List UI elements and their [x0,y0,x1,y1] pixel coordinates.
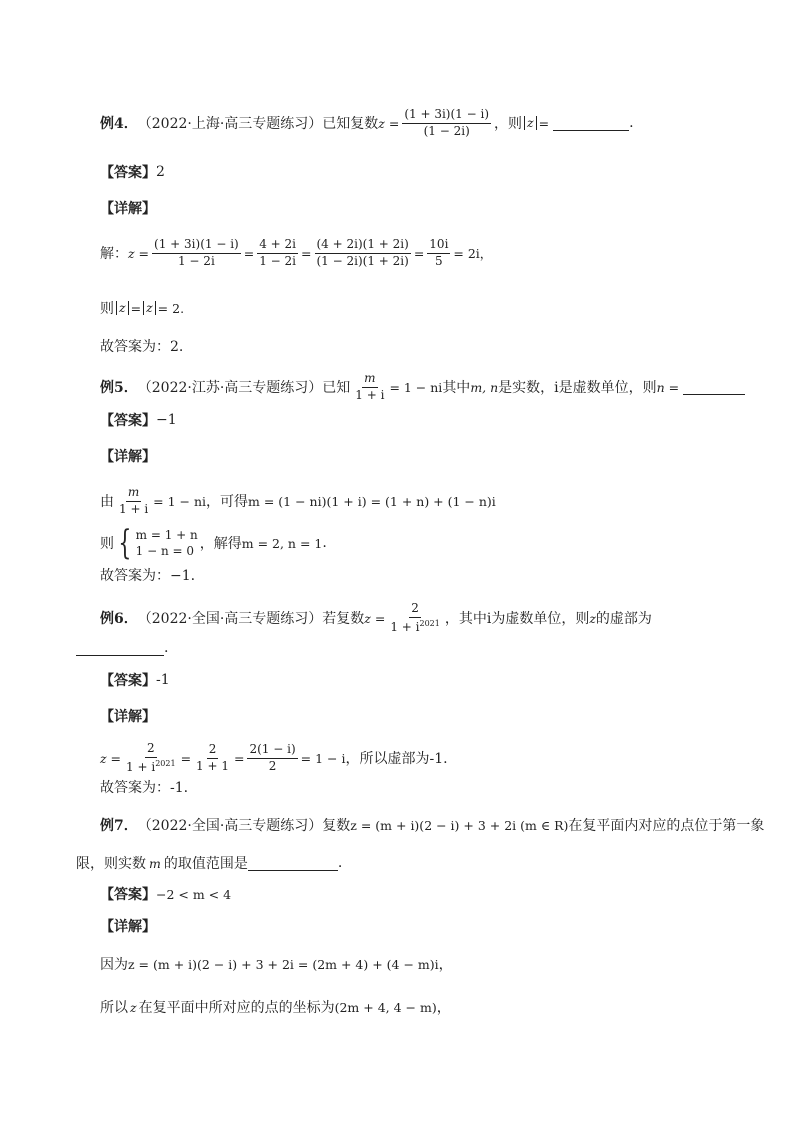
fraction: $\frac{(1 + 3i)(1 - i)}{1 - 2i}$ [154,237,239,268]
solution-5-line-1: 由 $\frac{m}{1 + i}$ = 1 − ni ，可得 m = (1 − ni)(1 + i) = (1 + n) + (1 − n)i [100,485,496,516]
answer-label: 【答案】 [100,165,156,181]
fraction: $\frac{m}{1 + i}$ [119,485,149,516]
example-7-stem: 例7． （2022·全国·高三专题练习） 复数 z = (m + i)(2 − i) + 3 + 2i (m ∈ R) 在复平面内对应的点位于第一象 [100,815,764,835]
fraction: $\frac{2(1 - i)}{2}$ [249,742,296,773]
answer-label: 【答案】 [100,413,156,429]
abs-value: z [116,301,129,315]
answer-value: −1 [156,412,177,428]
conclusion-5: 故答案为：−1. [100,568,196,584]
answer-value: -1 [156,672,170,688]
answer-6 [100,670,170,690]
detail-7-label: 【详解】 [100,919,156,935]
answer-value: −2 < m < 4 [156,886,232,902]
abs-value: z [143,301,156,315]
solution-7-line-2: 所以 z 在复平面中所对应的点的坐标为 (2m + 4, 4 − m) ， [100,999,451,1016]
fraction: $\frac{4 + 2i}{1 - 2i}$ [259,237,297,268]
conclusion-4: 故答案为：2. [100,339,184,355]
answer-4 [100,162,165,182]
solution-4-line-2: 则 z = z = 2. [100,300,185,317]
fraction: $\frac{10i}{5}$ [429,237,449,268]
answer-label: 【答案】 [100,887,156,903]
answer-value: 2 [156,164,165,180]
equation-system: { m = 1 + n 1 − n = 0 [118,523,198,563]
fraction: $\frac{2}{1 + 1}$ [196,742,229,773]
source-tag: （2022·全国·高三专题练习） [137,611,323,628]
answer-label: 【答案】 [100,673,156,689]
answer-blank [248,856,338,871]
abs-value: z [524,116,537,130]
conclusion-6: 故答案为：-1. [100,780,189,796]
example-label: 例5． [100,380,138,397]
example-7-stem-line-2: 限，则实数 m 的取值范围是 . [76,855,343,872]
detail-6-label: 【详解】 [100,709,156,725]
example-4-stem: 例4． （2022·上海·高三专题练习） 已知复数 z = $\frac{(1 + 3i)(1 - i)}{(1 - 2i)}$ ，则 z = . [100,107,634,138]
example-label: 例6． [100,611,138,628]
solution-7-line-1: 因为 z = (m + i)(2 − i) + 3 + 2i = (2m + 4) + (4 − m)i ， [100,956,453,973]
example-label: 例4． [100,116,138,133]
fraction: $\frac{2}{1 + i^{2021}}$ [126,741,176,774]
source-tag: （2022·江苏·高三专题练习） [137,380,323,397]
detail-5-label: 【详解】 [100,449,156,465]
fraction: $\frac{m}{1 + i}$ [355,371,385,402]
answer-blank [553,116,629,131]
detail-4-label: 【详解】 [100,201,156,217]
solution-6-line-1: z = $\frac{2}{1 + i^{2021}}$ = $\frac{2}{1 + 1}$ = $\frac{2(1 - i)}{2}$ = 1 − i ，所以虚部为-1. [100,741,448,774]
fraction: $\frac{(1 + 3i)(1 - i)}{(1 - 2i)}$ [404,107,490,138]
solution-5-line-2: 则 { m = 1 + n 1 − n = 0 ，解得 m = 2, n = 1 . [100,523,327,563]
answer-blank [683,380,745,395]
example-6-blank-line: . [76,640,168,656]
example-5-stem: 例5． （2022·江苏·高三专题练习） 已知 $\frac{m}{1 + i}$ = 1 − ni 其中 m, n 是实数，i是虚数单位，则 n = [100,372,745,403]
answer-blank [76,641,164,656]
fraction: $\frac{(4 + 2i)(1 + 2i)}{(1 - 2i)(1 + 2i)}$ [316,237,409,268]
fraction: $\frac{2}{1 + i^{2021}}$ [390,601,440,634]
example-label: 例7． [100,818,138,834]
example-6-stem: 例6． （2022·全国·高三专题练习） 若复数 z = $\frac{2}{1 + i^{2021}}$ ，其中i为虚数单位，则 z 的虚部为 [100,601,652,634]
solution-4-line-1: 解： z = $\frac{(1 + 3i)(1 - i)}{1 - 2i}$ = $\frac{4 + 2i}{1 - 2i}$ = $\frac{(4 + 2i)(1 + 2i)}{(1 - 2i)(1 + 2i)}$ = $\frac{10i}{5}$ = 2i， [100,237,493,268]
source-tag: （2022·上海·高三专题练习） [137,116,323,133]
source-tag: （2022·全国·高三专题练习） [137,818,323,834]
answer-7 [100,884,231,904]
answer-5 [100,410,177,430]
